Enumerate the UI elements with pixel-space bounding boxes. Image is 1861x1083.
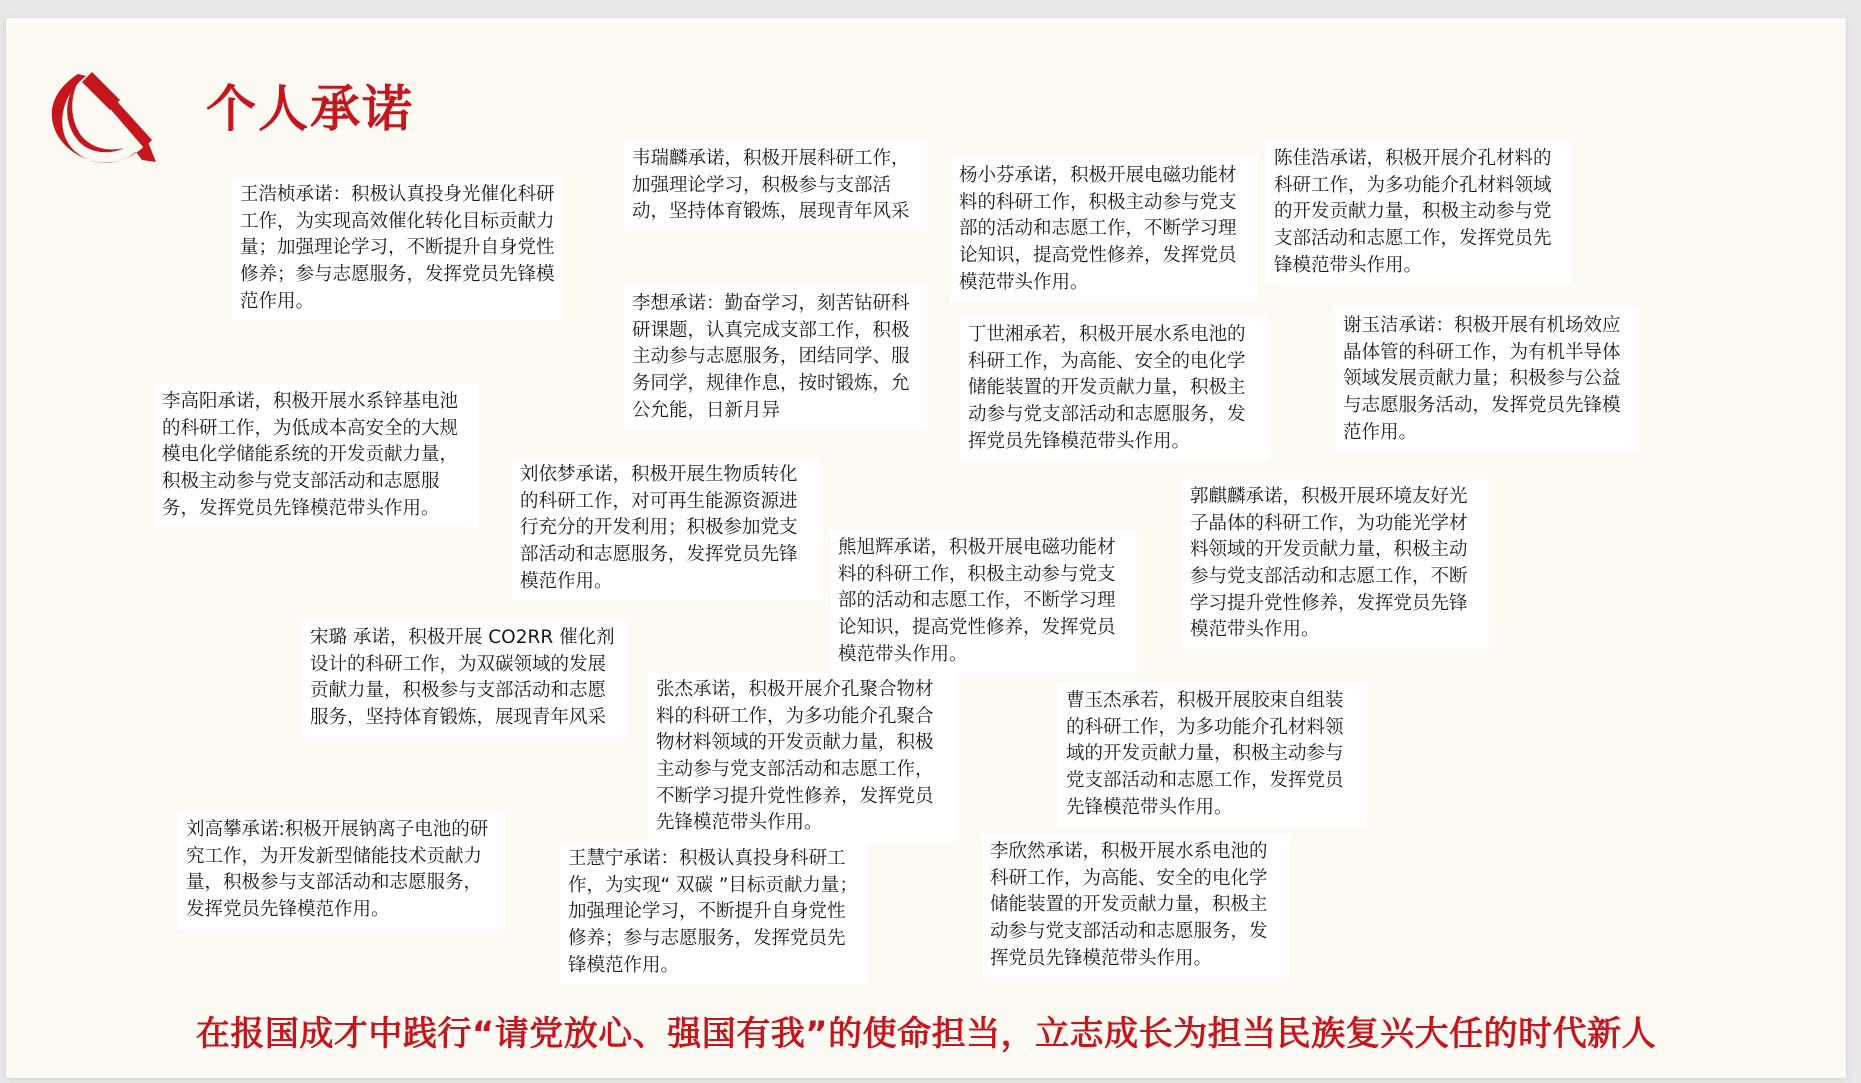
pledge-card-li-xiang: 李想承诺：勤奋学习，刻苦钻研科研课题，认真完成支部工作，积极主动参与志愿服务，团结同学、服务同学，规律作息，按时锻炼，允公允能，日新月异 <box>624 286 927 429</box>
pledge-card-li-xinran: 李欣然承诺，积极开展水系电池的科研工作，为高能、安全的电化学储能装置的开发贡献力量，积极主动参与党支部活动和志愿服务，发挥党员先锋模范带头作用。 <box>982 834 1290 977</box>
hammer-and-sickle-icon <box>48 64 160 172</box>
pledge-card-wang-haozhen: 王浩桢承诺：积极认真投身光催化科研工作，为实现高效催化转化目标贡献力量；加强理论学习，不断提升自身党性修养；参与志愿服务，发挥党员先锋模范作用。 <box>232 177 562 320</box>
slogan: 在报国成才中践行“请党放心、强国有我”的使命担当，立志成长为担当民族复兴大任的时代新人 <box>195 1014 1657 1054</box>
pledge-card-li-gaoyang: 李高阳承诺，积极开展水系锌基电池的科研工作，为低成本高安全的大规模电化学储能系统的开发贡献力量，积极主动参与党支部活动和志愿服务，发挥党员先锋模范带头作用。 <box>154 384 478 527</box>
pledge-card-xiong-xuhui: 熊旭辉承诺，积极开展电磁功能材料的科研工作，积极主动参与党支部的活动和志愿工作，不断学习理论知识，提高党性修养，发挥党员模范带头作用。 <box>830 530 1137 673</box>
pledge-card-guo-qilin: 郭麒麟承诺，积极开展环境友好光子晶体的科研工作，为功能光学材料领域的开发贡献力量，积极主动参与党支部活动和志愿工作，不断学习提升党性修养，发挥党员先锋模范带头作用。 <box>1182 479 1489 649</box>
pledge-card-yang-xiaofen: 杨小芬承诺，积极开展电磁功能材料的科研工作，积极主动参与党支部的活动和志愿工作，不断学习理论知识，提高党性修养，发挥党员模范带头作用。 <box>951 158 1258 301</box>
pledge-card-song-lu: 宋璐 承诺，积极开展 CO2RR 催化剂设计的科研工作，为双碳领域的发展贡献力量，积极参与支部活动和志愿服务，坚持体育锻炼，展现青年风采 <box>302 620 627 737</box>
pledge-card-zhang-jie: 张杰承诺，积极开展介孔聚合物材料的科研工作，为多功能介孔聚合物材料领域的开发贡献力量，积极主动参与党支部活动和志愿工作，不断学习提升党性修养，发挥党员先锋模范带头作用。 <box>648 672 956 842</box>
pledge-card-liu-yimeng: 刘依梦承诺，积极开展生物质转化的科研工作，对可再生能源资源进行充分的开发利用；积极参加党支部活动和志愿服务，发挥党员先锋模范作用。 <box>512 457 820 600</box>
pledge-card-xie-yujie: 谢玉洁承诺：积极开展有机场效应晶体管的科研工作，为有机半导体领域发展贡献力量；积极参与公益与志愿服务活动，发挥党员先锋模范作用。 <box>1335 308 1637 451</box>
pledge-card-wei-ruilin: 韦瑞麟承诺，积极开展科研工作，加强理论学习，积极参与支部活动，坚持体育锻炼，展现青年风采 <box>624 141 927 231</box>
pledge-card-cao-yujie: 曹玉杰承若，积极开展胶束自组装的科研工作，为多功能介孔材料领域的开发贡献力量，积极主动参与党支部活动和志愿工作，发挥党员先锋模范带头作用。 <box>1058 683 1367 826</box>
pledge-card-ding-shixiang: 丁世湘承若，积极开展水系电池的科研工作，为高能、安全的电化学储能装置的开发贡献力量，积极主动参与党支部活动和志愿服务，发挥党员先锋模范带头作用。 <box>960 317 1268 460</box>
slide <box>6 18 1846 1078</box>
pledge-card-liu-gaopan: 刘高攀承诺:积极开展钠离子电池的研究工作，为开发新型储能技术贡献力量，积极参与支部活动和志愿服务，发挥党员先锋模范作用。 <box>178 812 506 929</box>
pledge-card-wang-huining: 王慧宁承诺：积极认真投身科研工作，为实现“ 双碳 ”目标贡献力量；加强理论学习，不断提升自身党性修养；参与志愿服务，发挥党员先锋模范作用。 <box>560 841 867 984</box>
page-title: 个人承诺 <box>206 80 414 138</box>
pledge-card-chen-jiahao: 陈佳浩承诺，积极开展介孔材料的科研工作，为多功能介孔材料领域的开发贡献力量，积极主动参与党支部活动和志愿工作，发挥党员先锋模范带头作用。 <box>1266 141 1571 284</box>
